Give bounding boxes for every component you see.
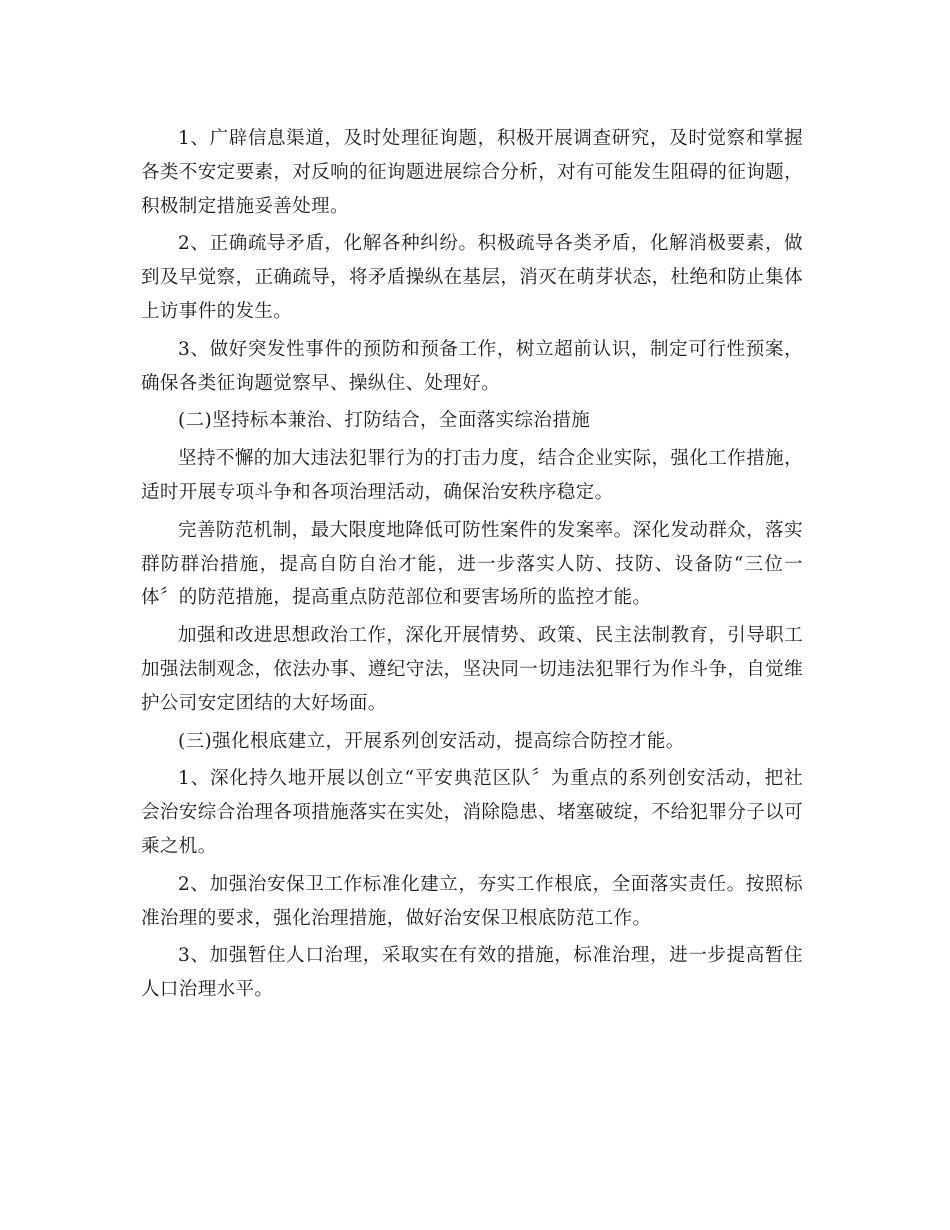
- section-heading-3: (三)强化根底建立，开展系列创安活动，提高综合防控才能。: [178, 730, 685, 752]
- paragraph-item-2: 2、正确疏导矛盾，化解各种纠纷。积极疏导各类矛盾，化解消极要素，做到及早觉察，正确疏导，将矛盾操纵在基层，消灭在萌芽状态，杜绝和防止集体上访事件的发生。: [141, 233, 803, 322]
- paragraph-item-3: 3、做好突发性事件的预防和预备工作，树立超前认识，制定可行性预案，确保各类征询题觉察早、操纵住、处理好。: [141, 338, 803, 394]
- paragraph-item-3-1: 1、深化持久地开展以创立“平安典范区队〞为重点的系列创安活动，把社会治安综合治理各项措施落实在实处，消除隐患、堵塞破绽，不给犯罪分子以可乘之机。: [141, 768, 803, 857]
- paragraph-item-3-3: 3、加强暂住人口治理，采取实在有效的措施，标准治理，进一步提高暂住人口治理水平。: [141, 945, 803, 1001]
- paragraph-item-1: 1、广辟信息渠道，及时处理征询题，积极开展调查研究，及时觉察和掌握各类不安定要素，对反响的征询题进展综合分析，对有可能发生阻碍的征询题，积极制定措施妥善处理。: [141, 128, 803, 217]
- section-heading-2: (二)坚持标本兼治、打防结合，全面落实综治措施: [178, 410, 591, 432]
- document-body: [141, 122, 803, 1011]
- paragraph-education: 加强和改进思想政治工作，深化开展情势、政策、民主法制教育，引导职工加强法制观念，依法办事、遵纪守法，坚决同一切违法犯罪行为作斗争，自觉维护公司安定团结的大好场面。: [141, 625, 803, 714]
- paragraph-crackdown: 坚持不懈的加大违法犯罪行为的打击力度，结合企业实际，强化工作措施，适时开展专项斗争和各项治理活动，确保治安秩序稳定。: [141, 448, 803, 503]
- paragraph-item-3-2: 2、加强治安保卫工作标准化建立，夯实工作根底，全面落实责任。按照标准治理的要求，强化治理措施，做好治安保卫根底防范工作。: [141, 873, 803, 929]
- paragraph-prevention: 完善防范机制，最大限度地降低可防性案件的发案率。深化发动群众，落实群防群治措施，提高自防自治才能，进一步落实人防、技防、设备防“三位一体〞的防范措施，提高重点防范部位和要害场所的监控才能。: [141, 519, 803, 609]
